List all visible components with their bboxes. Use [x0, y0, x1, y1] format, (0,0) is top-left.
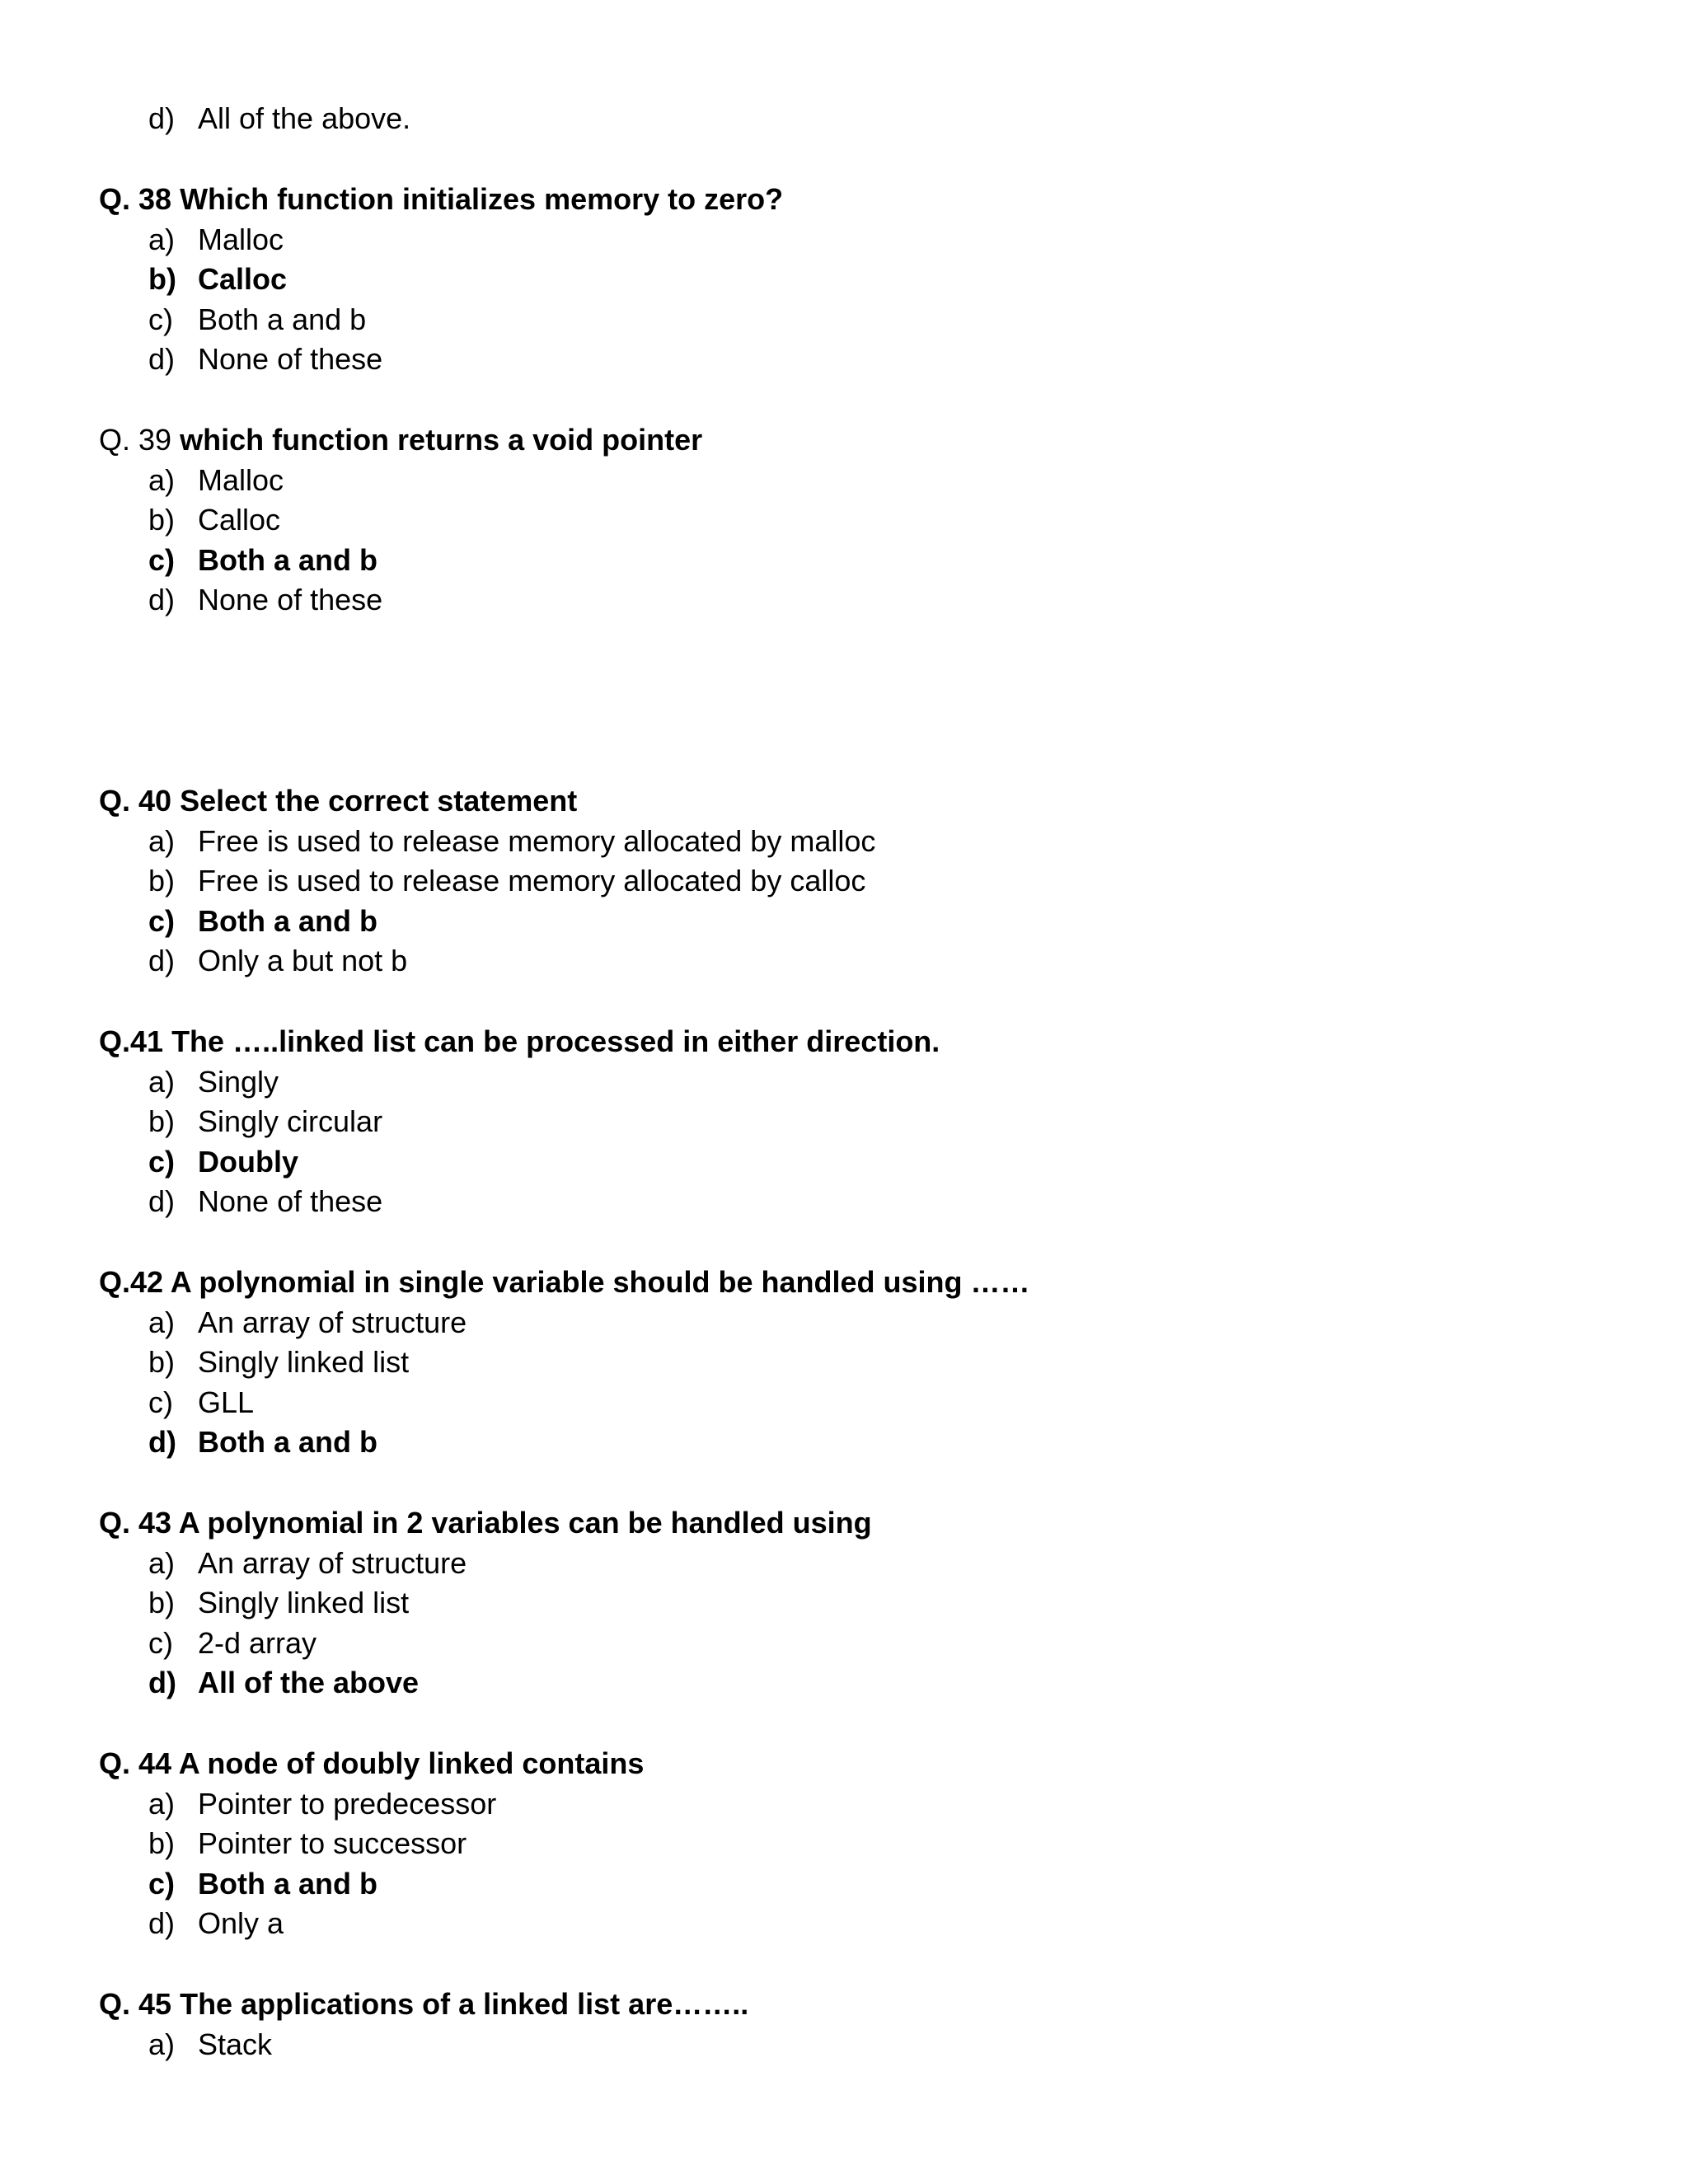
option-a: a) Malloc — [148, 223, 284, 256]
question-42: Q.42 A polynomial in single variable should be handled using …… — [99, 1265, 1030, 1299]
option-c: c) GLL — [148, 1385, 255, 1419]
question-40: Q. 40 Select the correct statement — [99, 784, 578, 818]
option-a: a) Malloc — [148, 463, 284, 497]
option-b: b) Singly circular — [148, 1104, 383, 1138]
option-d: d) Only a but not b — [148, 944, 408, 977]
option-d-answer: d) All of the above — [148, 1666, 420, 1699]
option-d: d) None of these — [148, 1184, 383, 1218]
option-c: c) 2-d array — [148, 1626, 317, 1660]
option-a: a) Stack — [148, 2027, 273, 2061]
option-d: d) None of these — [148, 342, 383, 376]
question-45: Q. 45 The applications of a linked list are…….. — [99, 1987, 749, 2021]
option-b: b) Free is used to release memory allocated by calloc — [148, 864, 866, 898]
question-38: Q. 38 Which function initializes memory to zero? — [99, 182, 784, 216]
option-a: a) Singly — [148, 1065, 279, 1099]
option-c-answer: c) Doubly — [148, 1145, 298, 1179]
option-a: a) Free is used to release memory allocated by malloc — [148, 824, 876, 858]
option-d: d) Only a — [148, 1906, 284, 1940]
question-41: Q.41 The …..linked list can be processed in either direction. — [99, 1024, 940, 1058]
question-44: Q. 44 A node of doubly linked contains — [99, 1746, 645, 1780]
option-b: b) Pointer to successor — [148, 1826, 467, 1860]
option-b-answer: b) Calloc — [148, 262, 288, 296]
option-d: d) None of these — [148, 583, 383, 616]
option-c: c) Both a and b — [148, 302, 367, 336]
option-b: b) Singly linked list — [148, 1586, 410, 1619]
option-a: a) Pointer to predecessor — [148, 1787, 497, 1821]
option-d-answer: d) Both a and b — [148, 1425, 377, 1459]
question-43: Q. 43 A polynomial in 2 variables can be handled using — [99, 1506, 872, 1540]
option-a: a) An array of structure — [148, 1546, 467, 1580]
option-b: b) Singly linked list — [148, 1345, 410, 1379]
question-39: Q. 39 which function returns a void pointer — [99, 423, 703, 457]
option-c-answer: c) Both a and b — [148, 904, 377, 938]
option-a: a) An array of structure — [148, 1305, 467, 1339]
option-d: d) All of the above. — [148, 101, 411, 135]
option-c-answer: c) Both a and b — [148, 543, 377, 577]
option-c-answer: c) Both a and b — [148, 1867, 377, 1900]
option-b: b) Calloc — [148, 503, 281, 537]
